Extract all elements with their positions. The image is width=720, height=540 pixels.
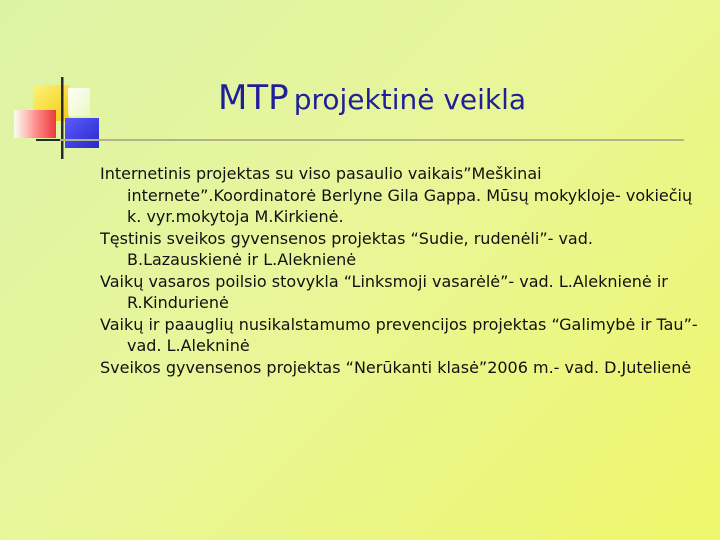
list-item: Vaikų ir paauglių nusikalstamumo prevencijos projektas “Galimybė ir Tau”- vad. L.Alekninė <box>100 314 698 355</box>
title-main: MTP <box>218 78 289 118</box>
list-item: Internetinis projektas su viso pasaulio vaikais”Meškinai internete”.Koordinatorė Berlyne Gila Gappa. Mūsų mokykloje- vokiečių k. vyr.mokytoja M.Kirkienė. <box>100 164 693 226</box>
white-square <box>68 88 90 116</box>
vertical-line <box>61 77 64 159</box>
red-rectangle <box>14 110 56 138</box>
list-item: Tęstinis sveikos gyvensenos projektas “Sudie, rudenėli”- vad. B.Lazauskienė ir L.Aleknienė <box>100 228 593 269</box>
list-item: Vaikų vasaros poilsio stovykla “Linksmoji vasarėlė”- vad. L.Aleknienė ir R.Kindurienė <box>100 271 668 312</box>
list-item: Sveikos gyvensenos projektas “Nerūkanti klasė”2006 m.- vad. D.Jutelienė <box>100 357 692 377</box>
title-rest: projektinė veikla <box>293 83 527 116</box>
decorative-squares <box>0 0 110 170</box>
blue-square <box>65 118 99 148</box>
project-list <box>100 163 700 378</box>
slide-title <box>218 78 526 118</box>
title-underline <box>60 139 684 141</box>
